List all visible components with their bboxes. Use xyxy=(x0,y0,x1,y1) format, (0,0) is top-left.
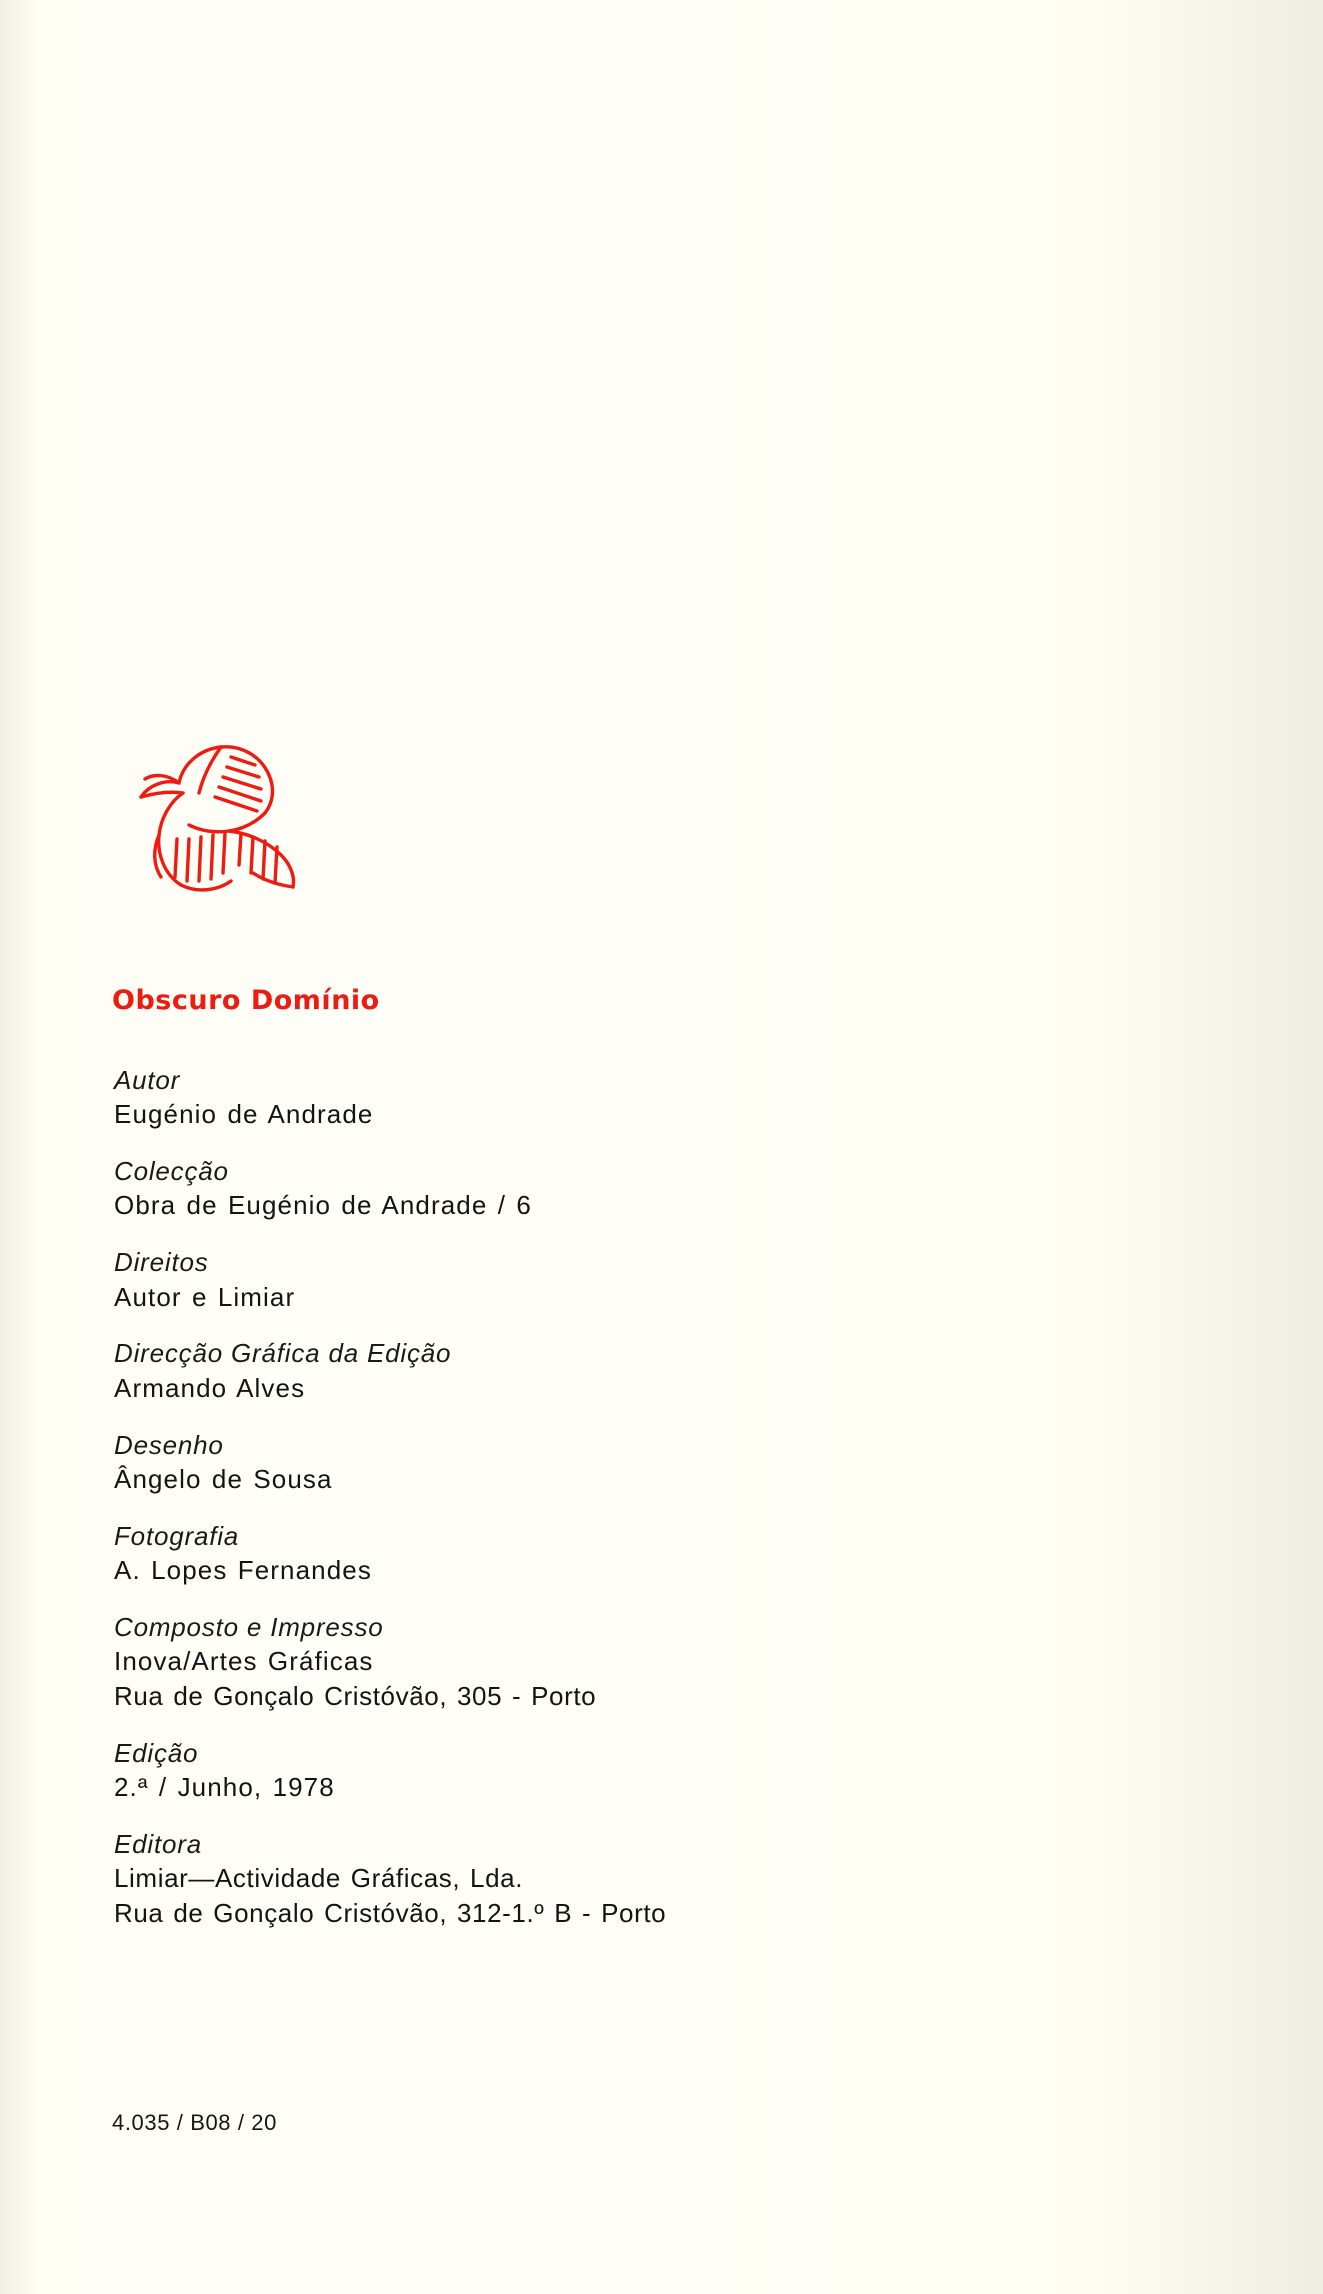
credit-label: Direcção Gráfica da Edição xyxy=(114,1338,452,1369)
credit-entry-direitos xyxy=(114,1245,994,1314)
credit-label: Autor xyxy=(114,1065,181,1095)
credit-value: A. Lopes Fernandes xyxy=(114,1555,372,1586)
reference-code: 4.035 / B08 / 20 xyxy=(112,2110,277,2135)
credit-label: Edição xyxy=(114,1737,199,1768)
credit-value-second-line: Rua de Gonçalo Cristóvão, 312-1.º B - Porto xyxy=(114,1898,667,1929)
credit-entry-edicao xyxy=(114,1736,994,1805)
credit-label: Desenho xyxy=(114,1429,224,1460)
colophon-content xyxy=(112,0,1012,2294)
credit-label: Direitos xyxy=(114,1247,209,1278)
credit-entry-coleccao xyxy=(114,1154,994,1223)
credit-value: Eugénio de Andrade xyxy=(114,1099,374,1130)
credit-value: Ângelo de Sousa xyxy=(114,1463,333,1494)
credit-value: Autor e Limiar xyxy=(114,1281,296,1312)
limiar-bird-logo-icon xyxy=(125,735,355,925)
credit-value: Armando Alves xyxy=(114,1372,306,1403)
imprint-title: Obscuro Domínio xyxy=(112,985,380,1016)
credit-label: Editora xyxy=(114,1828,202,1859)
credit-label: Fotografia xyxy=(114,1520,240,1551)
credit-value-second-line: Rua de Gonçalo Cristóvão, 305 - Porto xyxy=(114,1680,597,1711)
credit-entry-direccao-grafica xyxy=(114,1336,994,1405)
credit-value: Inova/Artes Gráficas xyxy=(114,1646,374,1677)
credit-entry-editora xyxy=(114,1827,994,1931)
credit-entry-fotografia xyxy=(114,1519,994,1588)
credit-value: Limiar—Actividade Gráficas, Lda. xyxy=(114,1863,524,1894)
credit-entry-composto-impresso xyxy=(114,1610,994,1714)
credit-entry-autor xyxy=(114,1063,994,1132)
credit-label: Composto e Impresso xyxy=(114,1611,384,1642)
credit-value: Obra de Eugénio de Andrade / 6 xyxy=(114,1190,532,1221)
credits-list xyxy=(114,1063,994,1953)
credit-value: 2.ª / Junho, 1978 xyxy=(114,1772,335,1803)
credit-entry-desenho xyxy=(114,1428,994,1497)
credit-label: Colecção xyxy=(114,1156,229,1187)
